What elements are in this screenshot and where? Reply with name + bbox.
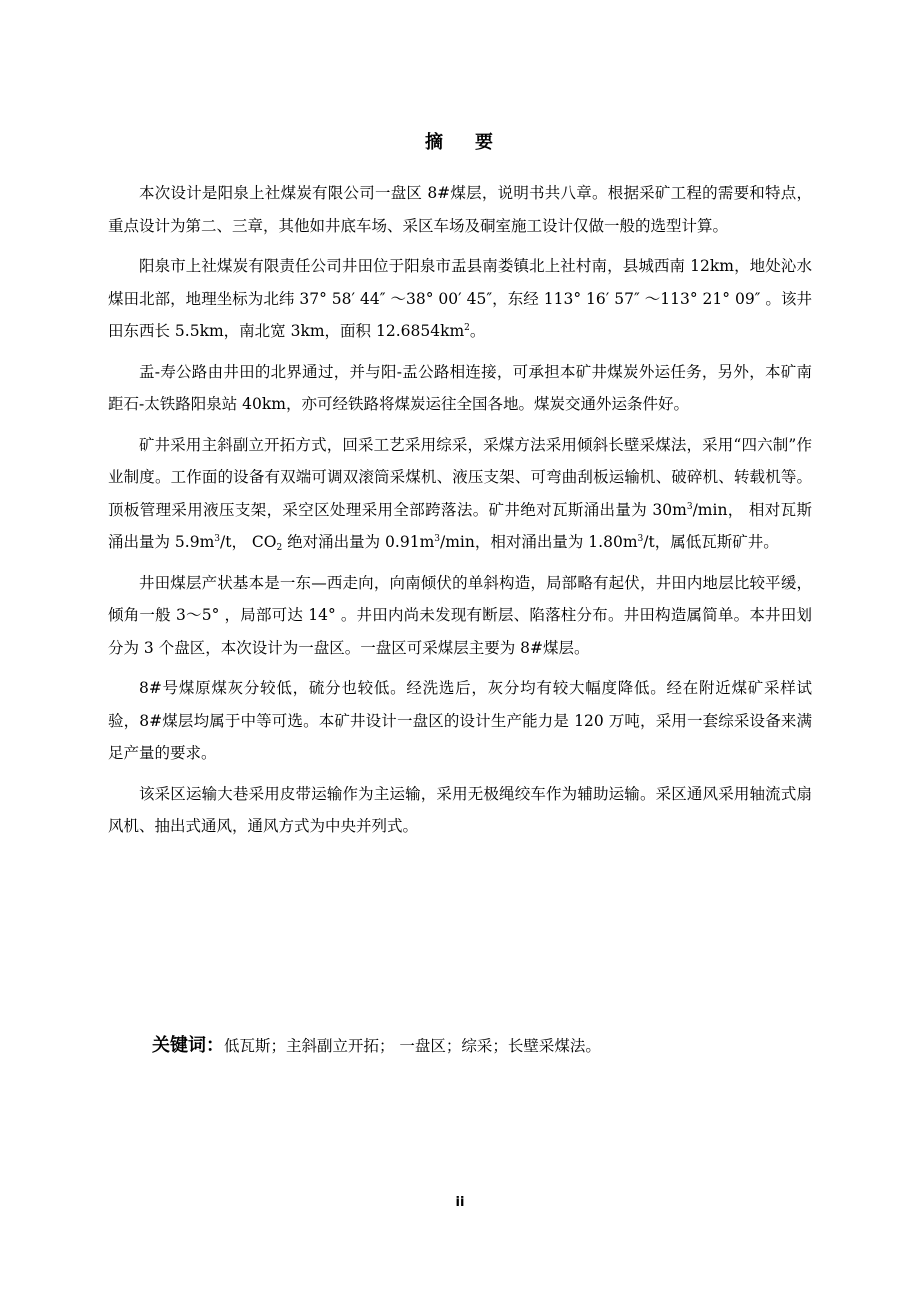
unit-superscript-1: 3 bbox=[686, 501, 693, 512]
paragraph-design-overview: 本次设计是阳泉上社煤炭有限公司一盘区 8#煤层，说明书共八章。根据采矿工程的需要和特点，重点设计为第二、三章，其他如井底车场、采区车场及硐室施工设计仅做一般的选型计算。 bbox=[108, 184, 812, 235]
mining-text-6: /t，属低瓦斯矿井。 bbox=[643, 533, 779, 551]
paragraph-transportation: 盂-寿公路由井田的北界通过，并与阳-盂公路相连接，可承担本矿井煤炭外运任务，另外，本矿南距石-太铁路阳泉站 40km，亦可经铁路将煤炭运往全国各地。煤炭交通外运条件好。 bbox=[108, 362, 812, 413]
area-unit-superscript: 2 bbox=[464, 323, 470, 333]
location-text: 阳泉市上社煤炭有限责任公司井田位于阳泉市盂县南娄镇北上社村南，县城西南 12km，地处沁水煤田北部，地理坐标为北纬 37° 58′ 44″ ～38° 00′ 45″，东经 113° 16′ 57″ ～113° 21° 09″ 。该井田东西长 5.5km，南北宽 3km，面积 12.6854km bbox=[108, 257, 812, 340]
keywords-list: 低瓦斯；主斜副立开拓； 一盘区；综采；长壁采煤法。 bbox=[224, 1037, 601, 1055]
page-number: ii bbox=[455, 1195, 465, 1210]
abstract-title-right: 要 bbox=[475, 132, 495, 153]
unit-superscript-3: 3 bbox=[434, 534, 441, 544]
paragraph-coal-quality: 8#号煤原煤灰分较低，硫分也较低。经洗选后，灰分均有较大幅度降低。经在附近煤矿采样试验，8#煤层均属于中等可选。本矿井设计一盘区的设计生产能力是 120 万吨，采用一套综采设备来满足产量的要求。 bbox=[108, 679, 812, 762]
keywords-line bbox=[152, 1032, 601, 1060]
co2-subscript: 2 bbox=[276, 543, 283, 553]
mining-text-1: 矿井采用主斜副立开拓方式，回采工艺采用综采，采煤方法采用倾斜长壁采煤法，采用“四六制”作业制度。工作面的设备有双端可调双滚筒采煤机、液压支架、可弯曲刮板运输机、破碎机、转载机等。顶板管理采用液压支架，采空区处理采用全部跨落法。矿井绝对瓦斯涌出量为 30m bbox=[108, 435, 812, 519]
unit-superscript-4: 3 bbox=[637, 534, 644, 544]
paragraph-ventilation: 该采区运输大巷采用皮带运输作为主运输，采用无极绳绞车作为辅助运输。采区通风采用轴流式扇风机、抽出式通风，通风方式为中央并列式。 bbox=[108, 784, 812, 835]
mining-text-2: /min， 相对瓦斯涌出量为 5.9m bbox=[108, 500, 812, 551]
location-text-end: 。 bbox=[469, 322, 486, 340]
keywords-label: 关键词： bbox=[152, 1035, 224, 1056]
abstract-body bbox=[108, 177, 812, 851]
paragraph-mining-method bbox=[108, 429, 812, 559]
mining-text-4: 绝对涌出量为 0.91m bbox=[282, 533, 435, 551]
abstract-title-left: 摘 bbox=[425, 132, 445, 153]
unit-superscript-2: 3 bbox=[214, 534, 221, 544]
paragraph-location bbox=[108, 250, 812, 348]
abstract-title bbox=[0, 128, 920, 154]
paragraph-geology: 井田煤层产状基本是一东—西走向，向南倾伏的单斜构造，局部略有起伏，井田内地层比较平缓，倾角一般 3～5° ，局部可达 14° 。井田内尚未发现有断层、陷落柱分布。井田构造属简单。本井田划分为 3 个盘区，本次设计为一盘区。一盘区可采煤层主要为 8#煤层。 bbox=[108, 573, 812, 657]
mining-text-5: /min，相对涌出量为 1.80m bbox=[440, 533, 638, 551]
mining-text-3: /t， CO bbox=[220, 533, 277, 551]
